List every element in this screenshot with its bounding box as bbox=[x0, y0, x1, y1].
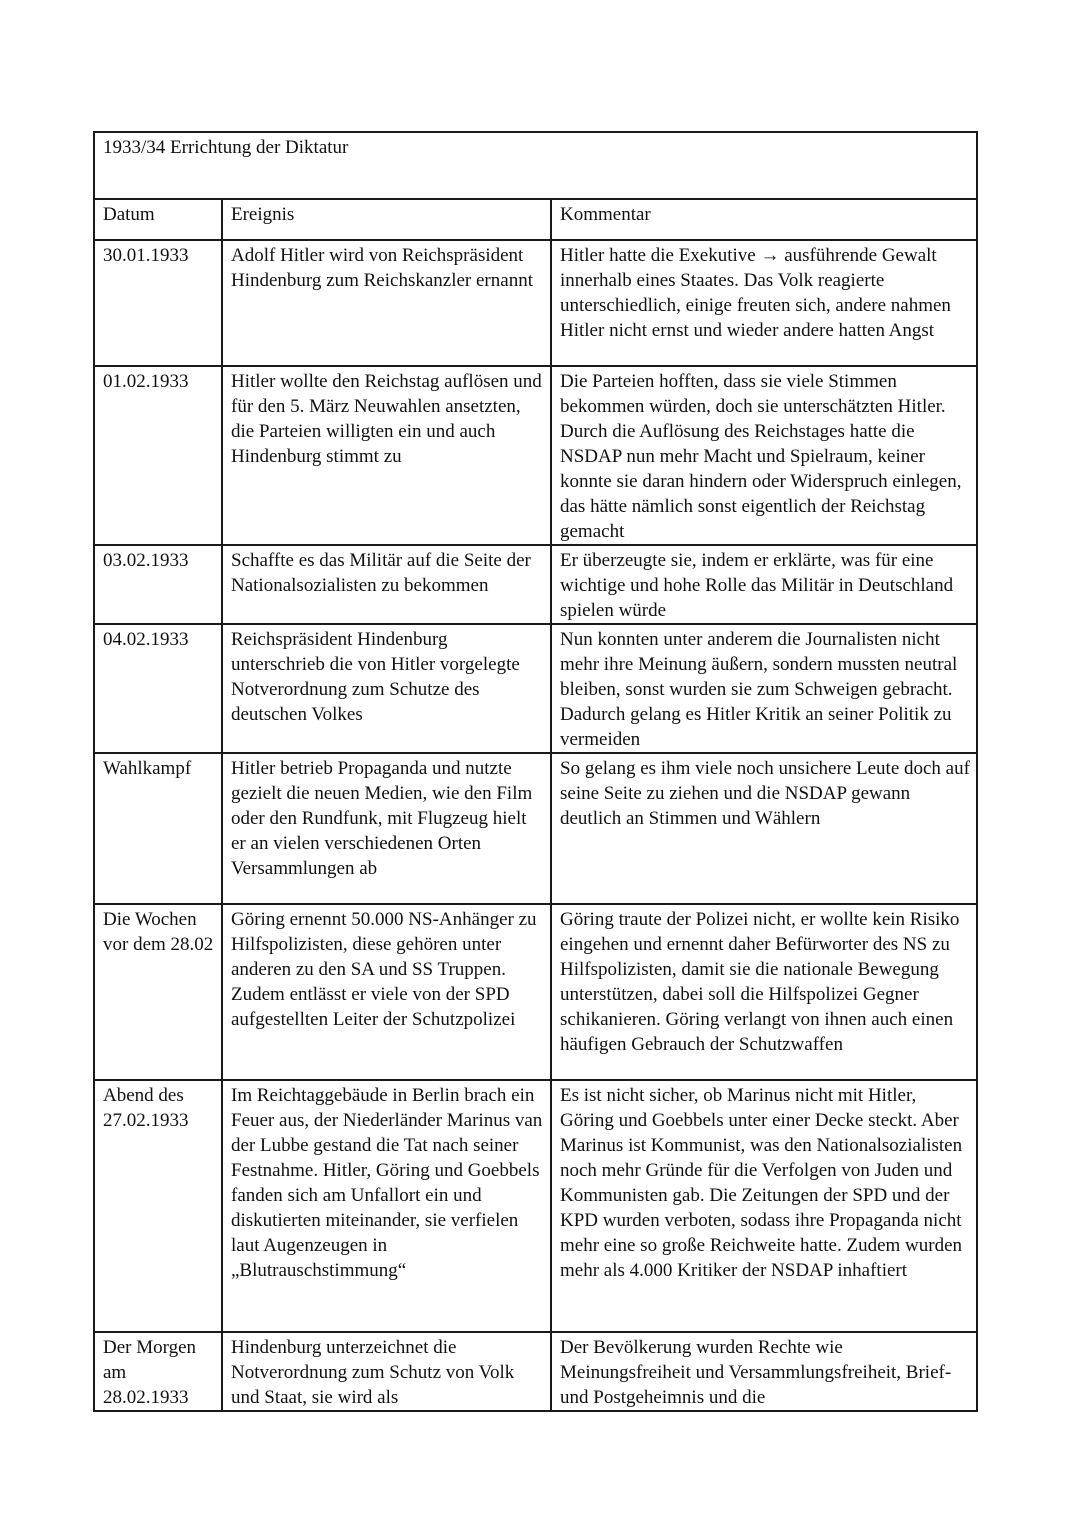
table-row bbox=[94, 1080, 977, 1332]
row-event: Im Reichtaggebäude in Berlin brach ein Feuer aus, der Niederländer Marinus van der Lubbe gestand die Tat nach seiner Festnahme. Hitler, Göring und Goebbels fanden sich am Unfallort ein und diskutierten miteinander, sie verfielen laut Augenzeugen in „Blutrauschstimmung“ bbox=[222, 1080, 551, 1332]
row-event: Schaffte es das Militär auf die Seite der Nationalsozialisten zu bekommen bbox=[222, 545, 551, 624]
table-row bbox=[94, 1332, 977, 1411]
row-comment: Er überzeugte sie, indem er erklärte, was für eine wichtige und hohe Rolle das Militär in Deutschland spielen würde bbox=[551, 545, 977, 624]
column-header-event: Ereignis bbox=[222, 199, 551, 240]
row-date: 04.02.1933 bbox=[94, 624, 222, 753]
row-event: Hindenburg unterzeichnet die Notverordnung zum Schutz von Volk und Staat, sie wird als bbox=[222, 1332, 551, 1411]
document-page bbox=[93, 131, 976, 1412]
row-comment: Der Bevölkerung wurden Rechte wie Meinungsfreiheit und Versammlungsfreiheit, Brief- und Postgeheimnis und die bbox=[551, 1332, 977, 1411]
row-date: Die Wochen vor dem 28.02 bbox=[94, 904, 222, 1080]
row-comment: Die Parteien hofften, dass sie viele Stimmen bekommen würden, doch sie unterschätzten Hitler. Durch die Auflösung des Reichstages hatte die NSDAP nun mehr Macht und Spielraum, keiner konnte sie daran hindern oder Widerspruch einlegen, das hätte nämlich sonst eigentlich der Reichstag gemacht bbox=[551, 366, 977, 545]
table-row bbox=[94, 624, 977, 753]
row-comment: So gelang es ihm viele noch unsichere Leute doch auf seine Seite zu ziehen und die NSDAP gewann deutlich an Stimmen und Wählern bbox=[551, 753, 977, 904]
table-row bbox=[94, 366, 977, 545]
table-row bbox=[94, 753, 977, 904]
row-date: 03.02.1933 bbox=[94, 545, 222, 624]
timeline-table bbox=[93, 131, 978, 1412]
row-date: 30.01.1933 bbox=[94, 240, 222, 366]
column-header-comment: Kommentar bbox=[551, 199, 977, 240]
row-comment: Göring traute der Polizei nicht, er wollte kein Risiko eingehen und ernennt daher Befürworter des NS zu Hilfspolizisten, damit sie die nationale Bewegung unterstützen, dabei soll die Hilfspolizei Gegner schikanieren. Göring verlangt von ihnen auch einen häufigen Gebrauch der Schutzwaffen bbox=[551, 904, 977, 1080]
row-date: Wahlkampf bbox=[94, 753, 222, 904]
row-comment: Nun konnten unter anderem die Journalisten nicht mehr ihre Meinung äußern, sondern mussten neutral bleiben, sonst wurden sie zum Schweigen gebracht. Dadurch gelang es Hitler Kritik an seiner Politik zu vermeiden bbox=[551, 624, 977, 753]
row-date: 01.02.1933 bbox=[94, 366, 222, 545]
row-event: Göring ernennt 50.000 NS-Anhänger zu Hilfspolizisten, diese gehören unter anderen zu den SA und SS Truppen. Zudem entlässt er viele von der SPD aufgestellten Leiter der Schutzpolizei bbox=[222, 904, 551, 1080]
row-comment: Hitler hatte die Exekutive → ausführende Gewalt innerhalb eines Staates. Das Volk reagierte unterschiedlich, einige freuten sich, andere nahmen Hitler nicht ernst und wieder andere hatten Angst bbox=[551, 240, 977, 366]
row-date: Der Morgen am 28.02.1933 bbox=[94, 1332, 222, 1411]
title-row bbox=[94, 132, 977, 199]
row-date: Abend des 27.02.1933 bbox=[94, 1080, 222, 1332]
row-event: Reichspräsident Hindenburg unterschrieb die von Hitler vorgelegte Notverordnung zum Schutze des deutschen Volkes bbox=[222, 624, 551, 753]
table-row bbox=[94, 240, 977, 366]
header-row bbox=[94, 199, 977, 240]
table-row bbox=[94, 904, 977, 1080]
table-row bbox=[94, 545, 977, 624]
row-comment: Es ist nicht sicher, ob Marinus nicht mit Hitler, Göring und Goebbels unter einer Decke steckt. Aber Marinus ist Kommunist, was den Nationalsozialisten noch mehr Gründe für die Verfolgen von Juden und Kommunisten gab. Die Zeitungen der SPD und der KPD wurden verboten, sodass ihre Propaganda nicht mehr eine so große Reichweite hatte. Zudem wurden mehr als 4.000 Kritiker der NSDAP inhaftiert bbox=[551, 1080, 977, 1332]
row-event: Adolf Hitler wird von Reichspräsident Hindenburg zum Reichskanzler ernannt bbox=[222, 240, 551, 366]
column-header-date: Datum bbox=[94, 199, 222, 240]
row-event: Hitler wollte den Reichstag auflösen und für den 5. März Neuwahlen ansetzten, die Parteien willigten ein und auch Hindenburg stimmt zu bbox=[222, 366, 551, 545]
row-event: Hitler betrieb Propaganda und nutzte gezielt die neuen Medien, wie den Film oder den Rundfunk, mit Flugzeug hielt er an vielen verschiedenen Orten Versammlungen ab bbox=[222, 753, 551, 904]
table-title: 1933/34 Errichtung der Diktatur bbox=[94, 132, 977, 199]
